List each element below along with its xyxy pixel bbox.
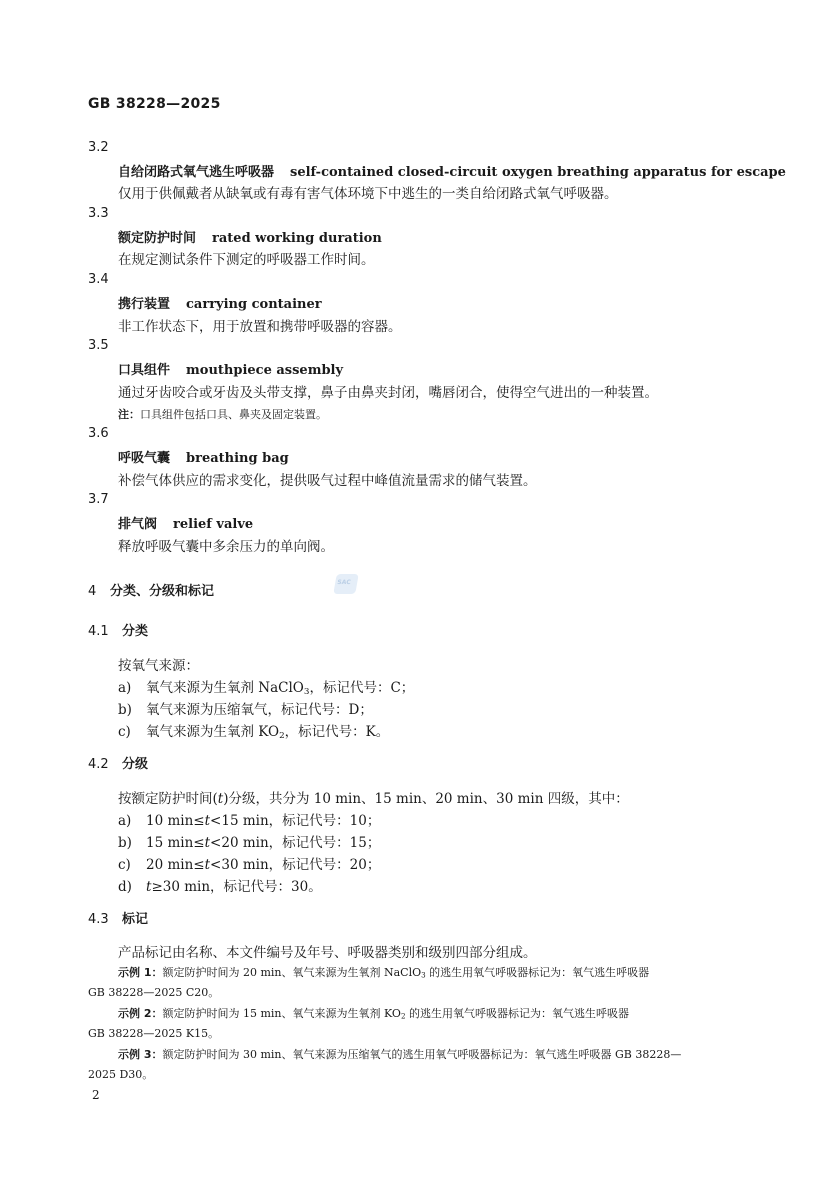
example-continuation: GB 38228—2025 C20。 [88, 986, 220, 999]
subsection-title: 标记 [122, 912, 149, 927]
term-zh: 额定防护时间 [118, 231, 197, 246]
term-definition: 释放呼吸气囊中多余压力的单向阀。 [118, 539, 334, 555]
term-zh: 自给闭路式氧气逃生呼吸器 [118, 165, 275, 180]
paragraph: 按氧气来源： [118, 658, 199, 674]
term-heading [118, 359, 343, 378]
list-item: c) 20 min≤t<30 min，标记代号：20； [118, 857, 381, 873]
page-number: 2 [92, 1088, 100, 1102]
subsection-number: 4.2 [88, 757, 109, 772]
standard-number-header: GB 38228—2025 [88, 96, 221, 112]
term-en: carrying container [186, 297, 322, 312]
subsection-number: 4.1 [88, 624, 109, 639]
subsection-heading [88, 620, 148, 639]
example-line: 示例 1：额定防护时间为 20 min、氧气来源为生氧剂 NaClO$_3$ 的逃生用氧气呼吸器标记为：氧气逃生呼吸器 [118, 966, 650, 980]
section-title: 分类、分级和标记 [110, 584, 215, 599]
example-continuation: GB 38228—2025 K15。 [88, 1027, 220, 1040]
term-definition: 非工作状态下，用于放置和携带呼吸器的容器。 [118, 319, 402, 335]
term-number: 3.4 [88, 272, 109, 287]
term-number: 3.5 [88, 338, 109, 353]
term-heading [118, 293, 322, 312]
term-heading [118, 227, 382, 246]
term-en: self-contained closed-circuit oxygen breathing apparatus for escape [290, 165, 786, 180]
term-en: rated working duration [212, 231, 382, 246]
term-number: 3.2 [88, 140, 109, 155]
subsection-title: 分级 [122, 757, 149, 772]
subsection-number: 4.3 [88, 912, 109, 927]
term-note [118, 406, 327, 422]
list-item: a) 10 min≤t<15 min，标记代号：10； [118, 813, 381, 829]
term-en: breathing bag [186, 451, 289, 466]
term-definition: 在规定测试条件下测定的呼吸器工作时间。 [118, 252, 375, 268]
note-text: 口具组件包括口具、鼻夹及固定装置。 [140, 408, 327, 421]
paragraph: 产品标记由名称、本文件编号及年号、呼吸器类别和级别四部分组成。 [118, 945, 537, 961]
term-heading [118, 513, 253, 532]
term-definition: 补偿气体供应的需求变化，提供吸气过程中峰值流量需求的储气装置。 [118, 473, 537, 489]
subsection-heading [88, 753, 148, 772]
list-item: b) 氧气来源为压缩氧气，标记代号：D； [118, 702, 373, 718]
term-zh: 携行装置 [118, 297, 171, 312]
term-zh: 呼吸气囊 [118, 451, 171, 466]
term-heading [118, 447, 289, 466]
section-number: 4 [88, 584, 97, 599]
term-en: mouthpiece assembly [186, 363, 344, 378]
term-definition: 仅用于供佩戴者从缺氧或有毒有害气体环境下中逃生的一类自给闭路式氧气呼吸器。 [118, 186, 618, 202]
subsection-title: 分类 [122, 624, 149, 639]
term-en: relief valve [173, 517, 254, 532]
example-continuation: 2025 D30。 [88, 1068, 154, 1081]
subsection-heading [88, 908, 148, 927]
example-line: 示例 2：额定防护时间为 15 min、氧气来源为生氧剂 $KO_2$ 的逃生用氧气呼吸器标记为：氧气逃生呼吸器 [118, 1007, 629, 1021]
note-label: 注： [118, 408, 140, 421]
term-number: 3.7 [88, 492, 109, 507]
term-definition: 通过牙齿咬合或牙齿及头带支撑，鼻子由鼻夹封闭，嘴唇闭合，使得空气进出的一种装置。 [118, 385, 658, 401]
list-item: a) 氧气来源为生氧剂 NaClO$_3$，标记代号：C； [118, 680, 415, 697]
example-line: 示例 3：额定防护时间为 30 min、氧气来源为压缩氧气的逃生用氧气呼吸器标记为：氧气逃生呼吸器 GB 38228— [118, 1048, 682, 1061]
paragraph: 按额定防护时间(t)分级，共分为 10 min、15 min、20 min、30 min 四级，其中： [118, 791, 629, 807]
term-zh: 口具组件 [118, 363, 171, 378]
term-heading [118, 161, 786, 180]
list-item: d) t≥30 min，标记代号：30。 [118, 879, 322, 895]
section-heading [88, 580, 214, 599]
list-item: c) 氧气来源为生氧剂 $KO_2$，标记代号：K。 [118, 724, 390, 741]
list-item: b) 15 min≤t<20 min，标记代号：15； [118, 835, 381, 851]
term-number: 3.3 [88, 206, 109, 221]
term-number: 3.6 [88, 426, 109, 441]
sac-watermark-logo: SAC [333, 574, 359, 594]
term-zh: 排气阀 [118, 517, 158, 532]
